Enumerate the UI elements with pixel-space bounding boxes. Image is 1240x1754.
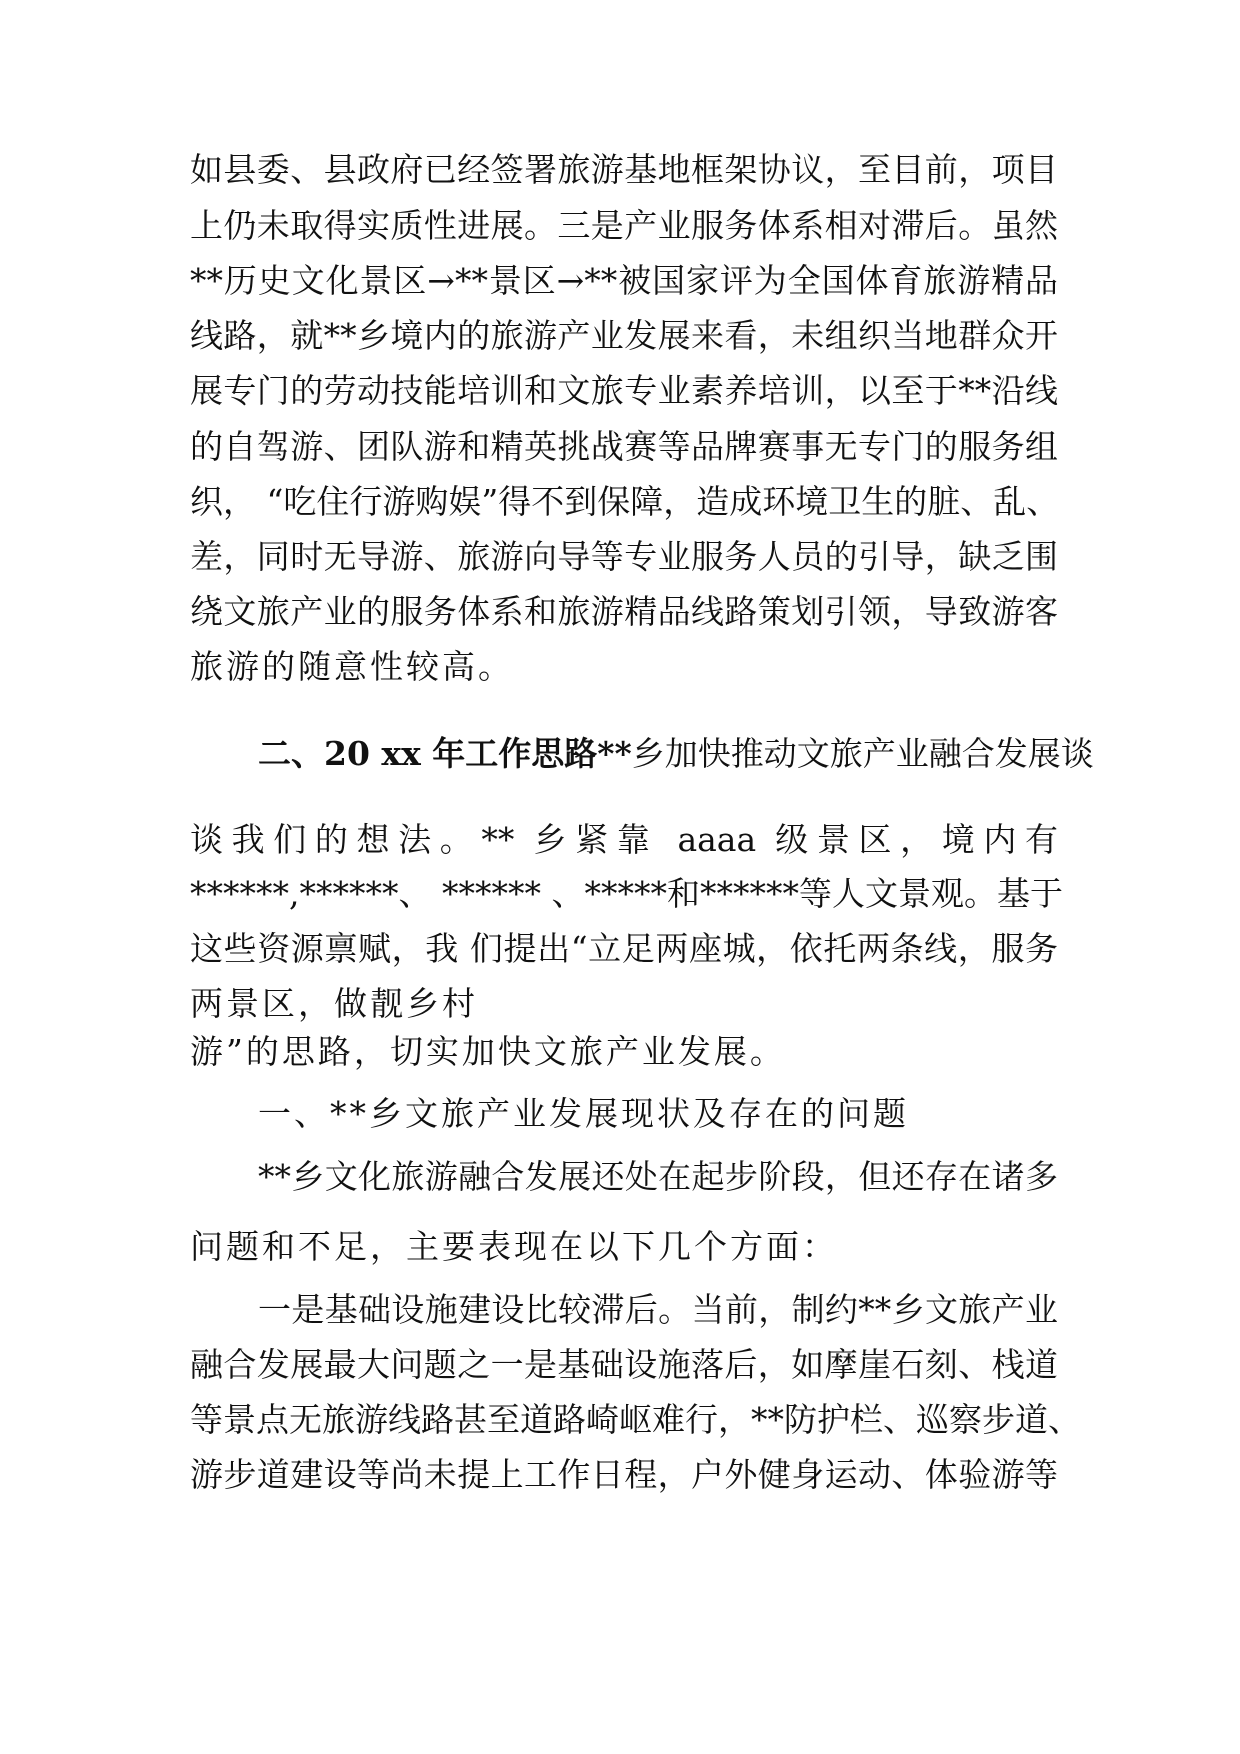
text-line: 织， “吃住行游购娱”得不到保障，造成环境卫生的脏、乱、 xyxy=(190,482,1060,521)
text-line: 谈我们的想法。** 乡紧靠 aaaa 级景区，境内有 xyxy=(190,820,1058,859)
text-line: 游”的思路，切实加快文旅产业发展。 xyxy=(190,1032,786,1071)
section-heading-1: 一、**乡文旅产业发展现状及存在的问题 xyxy=(258,1094,909,1133)
heading-bold-stars: ** xyxy=(597,734,632,773)
text-line: ******,******、 ****** 、*****和******等人文景观。基于 xyxy=(190,874,1063,913)
text-line: 两景区，做靓乡村 xyxy=(190,984,478,1023)
text-line: 这些资源禀赋，我 们提出“立足两座城，依托两条线，服务 xyxy=(190,929,1058,968)
text-line: 等景点无旅游线路甚至道路崎岖难行，**防护栏、巡察步道、 xyxy=(190,1400,1081,1439)
section-heading-2 xyxy=(258,734,1094,774)
text-line: 融合发展最大问题之一是基础设施落后，如摩崖石刻、栈道 xyxy=(190,1345,1058,1384)
text-line: 如县委、县政府已经签署旅游基地框架协议，至目前，项目 xyxy=(190,150,1058,189)
text-line: 旅游的随意性较高。 xyxy=(190,647,514,686)
text-line: 的自驾游、团队游和精英挑战赛等品牌赛事无专门的服务组 xyxy=(190,427,1058,466)
text-line: 上仍未取得实质性进展。三是产业服务体系相对滞后。虽然 xyxy=(190,206,1058,245)
text-line: 差，同时无导游、旅游向导等专业服务人员的引导，缺乏围 xyxy=(190,537,1058,576)
text-line: 线路，就**乡境内的旅游产业发展来看，未组织当地群众开 xyxy=(190,316,1058,355)
text-line: **乡文化旅游融合发展还处在起步阶段，但还存在诸多 xyxy=(258,1157,1058,1196)
text-line: 游步道建设等尚未提上工作日程，户外健身运动、体验游等 xyxy=(190,1455,1058,1494)
text-line: **历史文化景区→**景区→**被国家评为全国体育旅游精品 xyxy=(190,261,1058,300)
text-line: 问题和不足，主要表现在以下几个方面： xyxy=(190,1227,838,1266)
heading-rest: 乡加快推动文旅产业融合发展谈 xyxy=(631,734,1094,773)
heading-bold-prefix: 二、20 xx 年工作思路 xyxy=(258,734,598,773)
text-line: 绕文旅产业的服务体系和旅游精品线路策划引领，导致游客 xyxy=(190,592,1058,631)
text-line: 展专门的劳动技能培训和文旅专业素养培训，以至于**沿线 xyxy=(190,371,1058,410)
text-line: 一是基础设施建设比较滞后。当前，制约**乡文旅产业 xyxy=(258,1290,1058,1329)
